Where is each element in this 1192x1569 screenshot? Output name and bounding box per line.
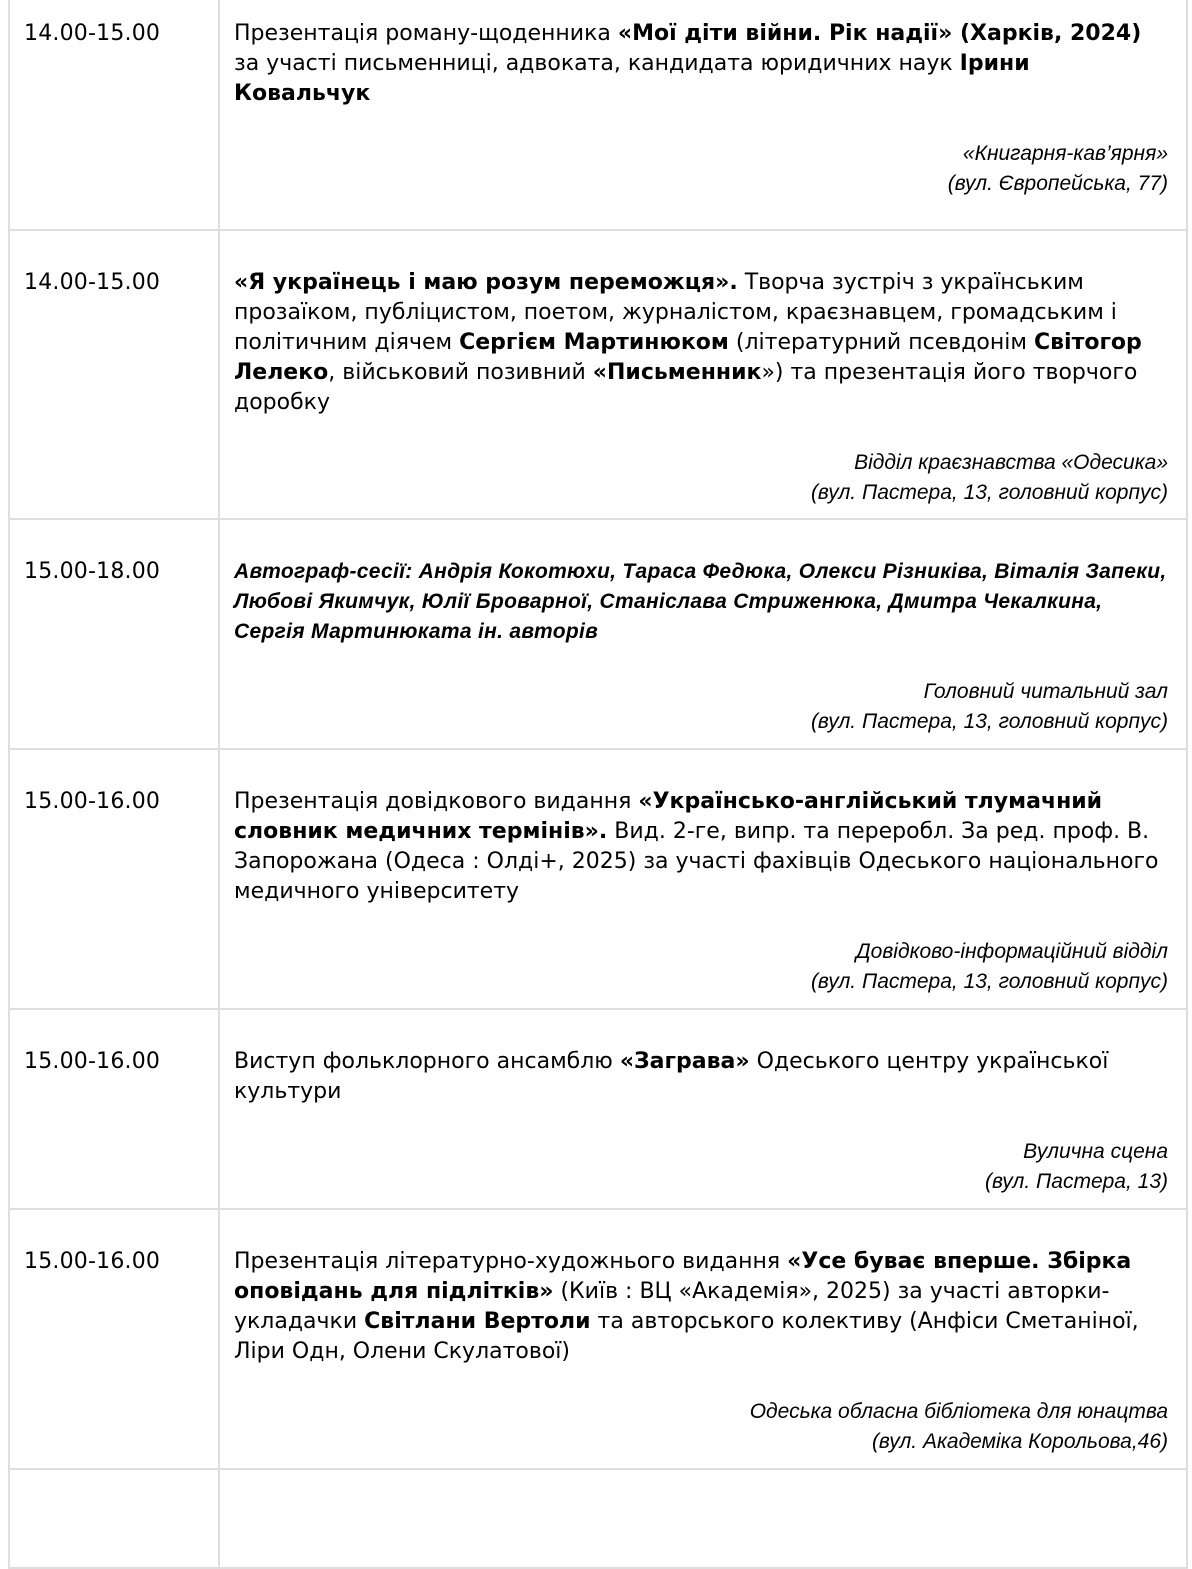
event-description: [219, 749, 1187, 1009]
location-name: Одеська обласна бібліотека для юнацтва: [749, 1400, 1168, 1423]
table-row: [9, 1009, 1187, 1209]
event-text: «Я українець і маю розум переможця». Творча зустріч з українським прозаїком, публіцистом, поетом, журналістом, краєзнавцем, громадським і політичним діячем Сергієм Мартинюком (літературний псевдонім Світогор Лелеко, військовий позивний «Письменник») та презентація його творчого доробку: [234, 270, 1142, 415]
schedule-table: [8, 0, 1188, 1569]
location-name: Довідково-інформаційний відділ: [855, 940, 1168, 963]
event-time: 15.00-16.00: [9, 1209, 219, 1469]
event-description: [219, 1009, 1187, 1209]
event-time: 15.00-16.00: [9, 1009, 219, 1209]
table-row: [9, 230, 1187, 519]
location-address: (вул. Пастера, 13, головний корпус): [810, 710, 1168, 733]
location-address: (вул. Пастера, 13): [985, 1170, 1168, 1193]
event-location: [234, 448, 1168, 508]
empty-cell: [219, 1469, 1187, 1568]
table-row: [9, 1469, 1187, 1568]
table-row: [9, 519, 1187, 749]
event-time: 14.00-15.00: [9, 230, 219, 519]
location-name: «Книгарня-кав’ярня»: [962, 142, 1168, 165]
event-location: [234, 1137, 1168, 1197]
event-time: 15.00-16.00: [9, 749, 219, 1009]
event-text: Презентація довідкового видання «Українсько-англійський тлумачний словник медичних термінів». Вид. 2-ге, випр. та переробл. За ред. проф. В. Запорожана (Одеса : Олді+, 2025) за участі фахівців Одеського національного медичного університету: [234, 789, 1159, 904]
event-text: Автограф-сесії: Андрія Кокотюхи, Тараса Федюка, Олекси Різниківа, Віталія Запеки, Любові Якимчук, Юлії Броварної, Станіслава Стриженюка, Дмитра Чекалкина, Сергія Мартинюката ін. авторів: [234, 560, 1167, 643]
event-text: Презентація роману-щоденника «Мої діти війни. Рік надії» (Харків, 2024) за участі письменниці, адвоката, кандидата юридичних наук Ірини Ковальчук: [234, 21, 1142, 106]
table-row: [9, 749, 1187, 1009]
event-text: Презентація літературно-художнього видання «Усе буває вперше. Збірка оповідань для підлітків» (Київ : ВЦ «Академія», 2025) за участі авторки-укладачки Світлани Вертоли та авторського колективу (Анфіси Сметаніної, Ліри Одн, Олени Скулатової): [234, 1249, 1139, 1364]
event-description: [219, 230, 1187, 519]
empty-cell: [9, 1469, 219, 1568]
table-row: [9, 1209, 1187, 1469]
location-name: Головний читальний зал: [923, 680, 1168, 703]
location-address: (вул. Пастера, 13, головний корпус): [810, 481, 1168, 504]
event-location: [234, 139, 1168, 199]
table-row: [9, 0, 1187, 230]
event-location: [234, 677, 1168, 737]
event-time: 14.00-15.00: [9, 0, 219, 230]
location-name: Вулична сцена: [1023, 1140, 1168, 1163]
event-location: [234, 1397, 1168, 1457]
location-address: (вул. Академіка Корольова,46): [871, 1430, 1168, 1453]
event-text: Виступ фольклорного ансамблю «Заграва» Одеського центру української культури: [234, 1049, 1109, 1104]
event-description: [219, 1209, 1187, 1469]
location-name: Відділ краєзнавства «Одесика»: [854, 451, 1168, 474]
location-address: (вул. Пастера, 13, головний корпус): [810, 970, 1168, 993]
event-time: 15.00-18.00: [9, 519, 219, 749]
event-description: [219, 0, 1187, 230]
event-description: [219, 519, 1187, 749]
location-address: (вул. Європейська, 77): [947, 172, 1168, 195]
event-location: [234, 937, 1168, 997]
